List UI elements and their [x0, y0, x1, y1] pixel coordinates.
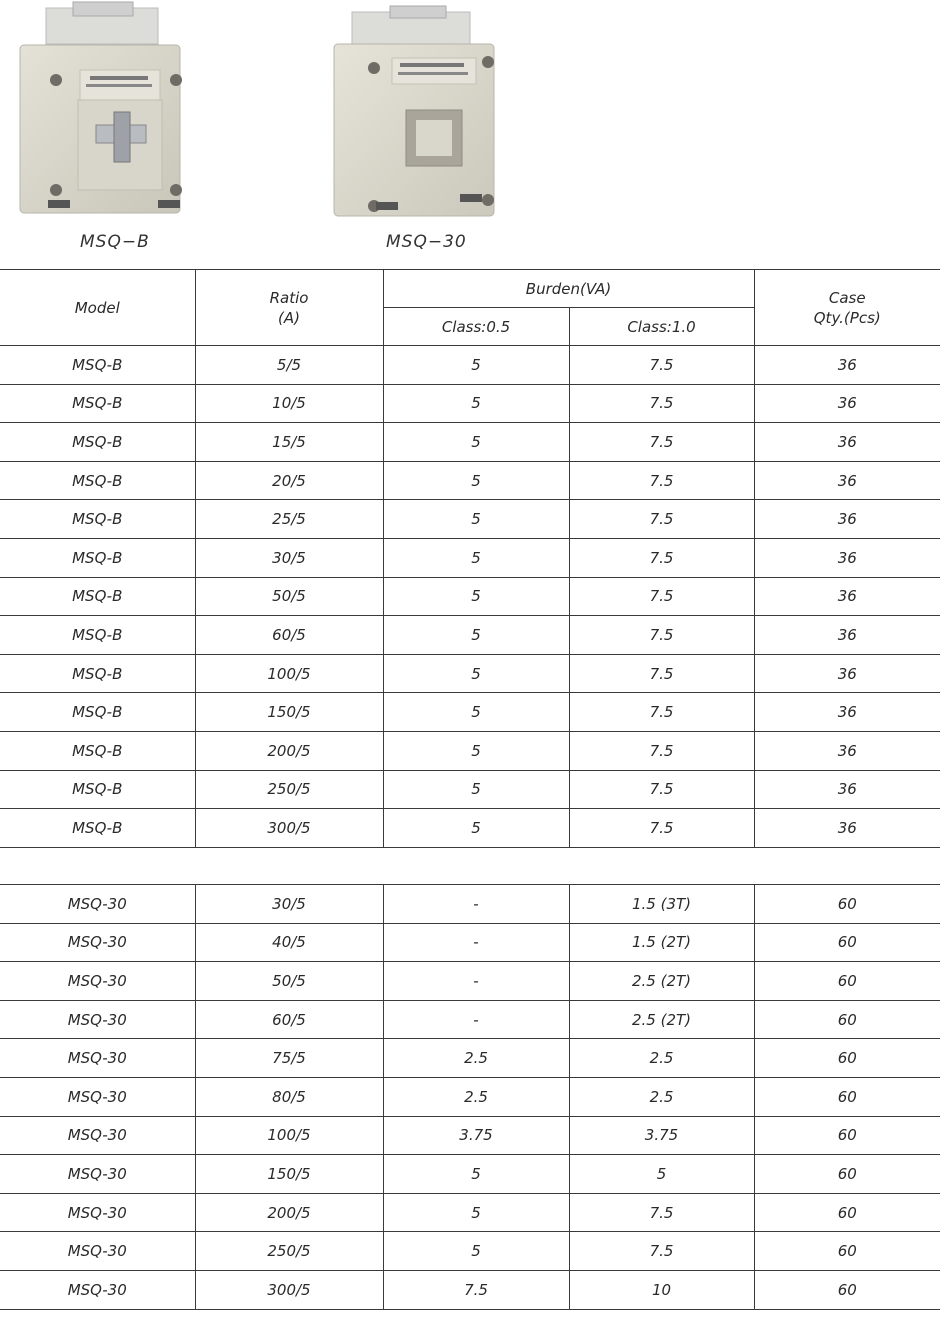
header-case-line2: Qty.(Pcs): [813, 308, 881, 327]
table-row: [0, 1232, 940, 1271]
cell-case-qty: 60: [754, 1077, 940, 1116]
cell-ratio: 200/5: [195, 731, 383, 770]
cell-model: MSQ-B: [0, 346, 195, 385]
table-row: [0, 616, 940, 655]
cell-model: MSQ-30: [0, 962, 195, 1001]
header-class-05: Class:0.5: [383, 308, 569, 346]
cell-case-qty: 36: [754, 770, 940, 809]
cell-ratio: 20/5: [195, 461, 383, 500]
cell-ratio: 250/5: [195, 770, 383, 809]
header-case-line1: Case: [828, 288, 866, 307]
cell-case-qty: 36: [754, 461, 940, 500]
cell-case-qty: 60: [754, 1039, 940, 1078]
cell-model: MSQ-B: [0, 538, 195, 577]
cell-model: MSQ-30: [0, 1077, 195, 1116]
cell-class-05: 5: [383, 577, 569, 616]
table-row: [0, 1000, 940, 1039]
spec-table-msq-30: [0, 884, 940, 1310]
cell-case-qty: 36: [754, 423, 940, 462]
table-row: [0, 384, 940, 423]
cell-class-10: 7.5: [569, 809, 754, 848]
table-row: [0, 1039, 940, 1078]
cell-class-05: 5: [383, 1155, 569, 1194]
caption-msq-30: MSQ−30: [386, 232, 467, 252]
cell-class-10: 7.5: [569, 770, 754, 809]
table-body-msq-30: [0, 885, 940, 1310]
cell-class-10: 7.5: [569, 616, 754, 655]
cell-case-qty: 60: [754, 1000, 940, 1039]
cell-case-qty: 36: [754, 809, 940, 848]
cell-ratio: 100/5: [195, 654, 383, 693]
table-row: [0, 461, 940, 500]
cell-class-10: 3.75: [569, 1116, 754, 1155]
cell-class-10: 7.5: [569, 346, 754, 385]
cell-case-qty: 36: [754, 731, 940, 770]
cell-ratio: 300/5: [195, 809, 383, 848]
cell-class-10: 7.5: [569, 461, 754, 500]
cell-class-05: 5: [383, 654, 569, 693]
cell-class-10: 7.5: [569, 1232, 754, 1271]
cell-ratio: 100/5: [195, 1116, 383, 1155]
cell-class-05: 5: [383, 770, 569, 809]
cell-ratio: 10/5: [195, 384, 383, 423]
spec-table-msq-b: [0, 269, 940, 848]
table-row: [0, 731, 940, 770]
cell-ratio: 5/5: [195, 346, 383, 385]
cell-ratio: 300/5: [195, 1270, 383, 1309]
table-row: [0, 1077, 940, 1116]
cell-class-10: 2.5 (2T): [569, 1000, 754, 1039]
cell-class-05: 5: [383, 693, 569, 732]
cell-ratio: 150/5: [195, 1155, 383, 1194]
cell-class-10: 7.5: [569, 693, 754, 732]
cell-class-05: -: [383, 1000, 569, 1039]
cell-case-qty: 36: [754, 577, 940, 616]
cell-case-qty: 60: [754, 1116, 940, 1155]
cell-class-05: 5: [383, 461, 569, 500]
cell-class-10: 10: [569, 1270, 754, 1309]
cell-model: MSQ-B: [0, 654, 195, 693]
header-ratio-line2: (A): [278, 308, 300, 327]
cell-ratio: 75/5: [195, 1039, 383, 1078]
cell-case-qty: 36: [754, 616, 940, 655]
cell-class-05: 5: [383, 500, 569, 539]
cell-case-qty: 60: [754, 1270, 940, 1309]
cell-model: MSQ-B: [0, 461, 195, 500]
cell-case-qty: 60: [754, 1155, 940, 1194]
cell-model: MSQ-B: [0, 384, 195, 423]
cell-model: MSQ-B: [0, 616, 195, 655]
cell-model: MSQ-B: [0, 693, 195, 732]
cell-model: MSQ-30: [0, 1039, 195, 1078]
cell-case-qty: 36: [754, 538, 940, 577]
cell-class-10: 7.5: [569, 500, 754, 539]
header-class-10: Class:1.0: [569, 308, 754, 346]
table-row: [0, 346, 940, 385]
table-row: [0, 1270, 940, 1309]
cell-case-qty: 36: [754, 693, 940, 732]
cell-model: MSQ-30: [0, 1116, 195, 1155]
cell-model: MSQ-30: [0, 923, 195, 962]
table-row: [0, 1155, 940, 1194]
table-row: [0, 577, 940, 616]
cell-case-qty: 60: [754, 1193, 940, 1232]
cell-class-10: 2.5: [569, 1077, 754, 1116]
cell-class-05: 5: [383, 731, 569, 770]
cell-ratio: 30/5: [195, 538, 383, 577]
table-row: [0, 1116, 940, 1155]
table-row: [0, 962, 940, 1001]
cell-case-qty: 60: [754, 1232, 940, 1271]
cell-model: MSQ-B: [0, 770, 195, 809]
cell-case-qty: 36: [754, 500, 940, 539]
cell-class-10: 7.5: [569, 538, 754, 577]
header-ratio: [195, 270, 383, 346]
cell-ratio: 80/5: [195, 1077, 383, 1116]
cell-class-10: 7.5: [569, 731, 754, 770]
cell-class-05: 5: [383, 1193, 569, 1232]
cell-ratio: 60/5: [195, 616, 383, 655]
cell-class-05: 5: [383, 384, 569, 423]
table-row: [0, 885, 940, 924]
cell-class-10: 2.5 (2T): [569, 962, 754, 1001]
cell-class-05: 3.75: [383, 1116, 569, 1155]
cell-class-05: 5: [383, 1232, 569, 1271]
cell-model: MSQ-30: [0, 1193, 195, 1232]
cell-class-10: 7.5: [569, 423, 754, 462]
cell-ratio: 200/5: [195, 1193, 383, 1232]
cell-class-10: 5: [569, 1155, 754, 1194]
cell-class-05: 5: [383, 809, 569, 848]
header-burden: Burden(VA): [383, 270, 754, 308]
table-body-msq-b: [0, 346, 940, 848]
cell-class-10: 7.5: [569, 577, 754, 616]
cell-class-05: 7.5: [383, 1270, 569, 1309]
cell-class-10: 1.5 (2T): [569, 923, 754, 962]
cell-ratio: 60/5: [195, 1000, 383, 1039]
cell-case-qty: 36: [754, 346, 940, 385]
cell-ratio: 25/5: [195, 500, 383, 539]
caption-msq-b: MSQ−B: [80, 232, 150, 252]
cell-case-qty: 60: [754, 885, 940, 924]
cell-class-05: 2.5: [383, 1039, 569, 1078]
cell-model: MSQ-B: [0, 500, 195, 539]
cell-model: MSQ-30: [0, 885, 195, 924]
cell-class-05: 2.5: [383, 1077, 569, 1116]
cell-class-10: 2.5: [569, 1039, 754, 1078]
table-row: [0, 923, 940, 962]
cell-class-10: 1.5 (3T): [569, 885, 754, 924]
cell-ratio: 30/5: [195, 885, 383, 924]
cell-model: MSQ-B: [0, 731, 195, 770]
cell-ratio: 50/5: [195, 577, 383, 616]
cell-ratio: 250/5: [195, 1232, 383, 1271]
table-row: [0, 1193, 940, 1232]
cell-class-05: 5: [383, 423, 569, 462]
product-photo-msq-b: [18, 0, 188, 220]
table-row: [0, 770, 940, 809]
cell-class-10: 7.5: [569, 1193, 754, 1232]
table-row: [0, 809, 940, 848]
product-photo-msq-30: [330, 0, 505, 225]
table-row: [0, 423, 940, 462]
cell-model: MSQ-30: [0, 1155, 195, 1194]
cell-class-10: 7.5: [569, 654, 754, 693]
header-model: Model: [0, 270, 195, 346]
cell-model: MSQ-30: [0, 1232, 195, 1271]
header-case-qty: [754, 270, 940, 346]
cell-ratio: 15/5: [195, 423, 383, 462]
table-row: [0, 654, 940, 693]
cell-class-05: 5: [383, 346, 569, 385]
cell-class-10: 7.5: [569, 384, 754, 423]
cell-class-05: -: [383, 885, 569, 924]
cell-model: MSQ-B: [0, 577, 195, 616]
cell-ratio: 50/5: [195, 962, 383, 1001]
table-row: [0, 693, 940, 732]
cell-ratio: 40/5: [195, 923, 383, 962]
cell-class-05: -: [383, 962, 569, 1001]
cell-class-05: 5: [383, 616, 569, 655]
cell-case-qty: 36: [754, 384, 940, 423]
header-ratio-line1: Ratio: [269, 288, 309, 307]
cell-case-qty: 60: [754, 962, 940, 1001]
table-row: [0, 538, 940, 577]
cell-class-05: 5: [383, 538, 569, 577]
cell-class-05: -: [383, 923, 569, 962]
cell-case-qty: 60: [754, 923, 940, 962]
cell-model: MSQ-30: [0, 1000, 195, 1039]
cell-model: MSQ-B: [0, 809, 195, 848]
table-row: [0, 500, 940, 539]
cell-model: MSQ-B: [0, 423, 195, 462]
cell-model: MSQ-30: [0, 1270, 195, 1309]
cell-case-qty: 36: [754, 654, 940, 693]
cell-ratio: 150/5: [195, 693, 383, 732]
